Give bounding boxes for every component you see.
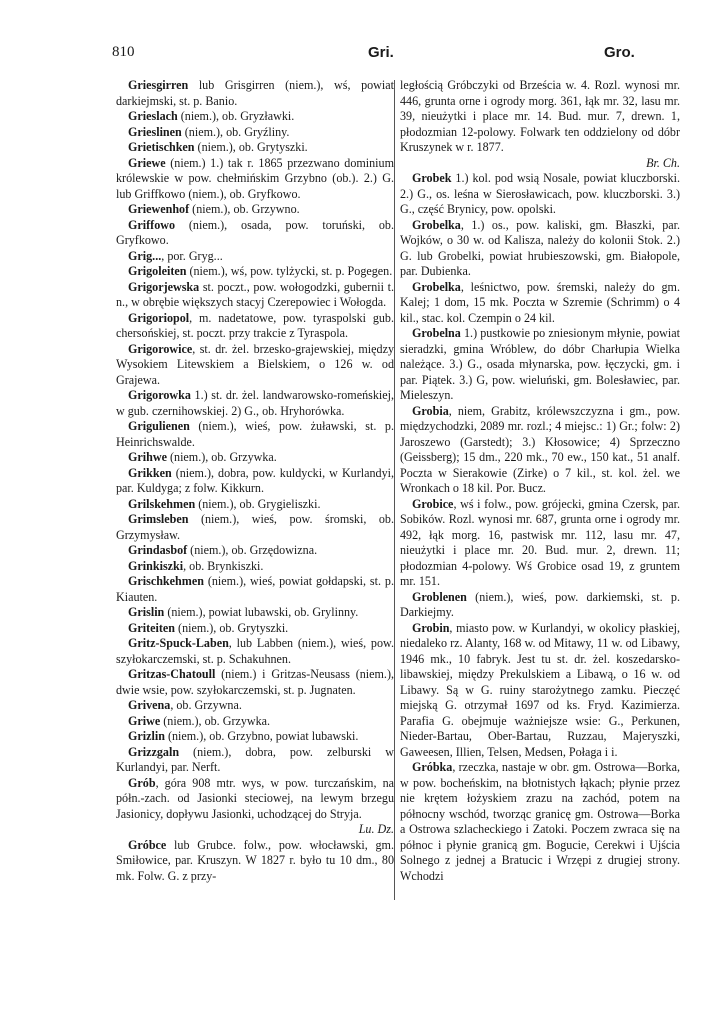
dictionary-entry bbox=[400, 218, 680, 280]
entry-text: (niem.), ob. Gryzławki. bbox=[177, 109, 295, 123]
entry-headword: Gróbce bbox=[128, 837, 167, 852]
guide-word-left: Gri. bbox=[368, 44, 394, 61]
dictionary-entry bbox=[116, 559, 394, 575]
entry-headword: Grietischken bbox=[128, 140, 195, 154]
entry-headword: Grilskehmen bbox=[128, 496, 196, 511]
entry-text: (niem.), powiat lubawski, ob. Grylinny. bbox=[164, 605, 359, 619]
dictionary-entry bbox=[116, 450, 394, 466]
author-signature: Lu. Dz. bbox=[358, 822, 394, 836]
dictionary-entry bbox=[116, 311, 394, 342]
entry-headword: Gritz-Spuck-Laben bbox=[128, 636, 229, 650]
entry-headword: Griffowo bbox=[128, 217, 176, 232]
dictionary-entry bbox=[400, 171, 680, 218]
dictionary-entry bbox=[116, 342, 394, 389]
entry-text: lub Grubce. folw., pow. włocławski, gm. Smiłowice, par. Kruszyn. W 1827 r. było tu 10 dm., 80 mk. Folw. G. z przy- bbox=[116, 837, 394, 883]
entry-text: , m. nadetatowe, pow. tyraspolski gub. chersońskiej, st. poczt. przy trakcie z Tyraspola. bbox=[116, 310, 394, 340]
entry-headword: Grobelka bbox=[412, 217, 461, 232]
entry-text: (niem.), ob. Grytyszki. bbox=[175, 620, 289, 635]
dictionary-entry bbox=[116, 667, 394, 698]
entry-text: , lub Labben (niem.), wieś, pow. szyłokarczemski, st. p. Schakuhnen. bbox=[116, 636, 394, 666]
dictionary-entry bbox=[400, 280, 680, 327]
entry-text: lub Grisgirren (niem.), wś, powiat darkiejmski, st. p. Banio. bbox=[116, 78, 394, 108]
dictionary-entry bbox=[116, 218, 394, 249]
entry-text: (niem.), dobra, pow. kuldycki, w Kurlandyi, par. Kuldyga; z folw. Kikkurn. bbox=[116, 465, 394, 495]
dictionary-entry bbox=[116, 419, 394, 450]
dictionary-entry bbox=[116, 698, 394, 714]
entry-text: (niem.), ob. Grytyszki. bbox=[194, 140, 308, 154]
dictionary-entry bbox=[116, 140, 394, 156]
entry-text: st. poczt., pow. wołogodzki, gubernii t. n., w obrębie większych stacyj Czerepowiec i Wołogda. bbox=[116, 279, 394, 309]
dictionary-entry bbox=[116, 202, 394, 218]
dictionary-entry bbox=[116, 512, 394, 543]
entry-text: , niem, Grabitz, królewszczyzna i gm., pow. międzychodzki, 2089 mr. rozl.; 4 miejsc.: 1) Gr.; folw: 2) Jaroszewo (Garstedt); 3.) Kłosowice; 4) Sprzeczno (Geissberg); 15 dm., 220 mk., 70 ew., 150 kat., 51 analf. Poczta w Sierakowie (Zirke) o 7 kil., st. kol. żel. we Wronkach o 18 kil. Por. Bucz. bbox=[400, 403, 680, 495]
entry-headword: Grobelna bbox=[412, 326, 461, 340]
dictionary-entry bbox=[116, 466, 394, 497]
dictionary-entry bbox=[116, 280, 394, 311]
dictionary-entry bbox=[400, 78, 680, 171]
entry-text: (niem.), wieś, pow. darkiemski, st. p. Darkiejmy. bbox=[400, 589, 680, 619]
entry-text: 1.) kol. pod wsią Nosale, powiat kluczborski. 2.) G., os. leśna w Sierosławicach, pow. kluczborski. 3.) G., część Brynicy, pow. opolski. bbox=[400, 171, 680, 216]
dictionary-entry bbox=[116, 605, 394, 621]
entry-text: 1.) st. dr. żel. landwarowsko-romeńskiej, w gub. czernihowskiej. 2) G., ob. Hryhorówka. bbox=[116, 388, 394, 418]
entry-headword: Grikken bbox=[128, 465, 172, 480]
entry-headword: Grobin bbox=[412, 620, 450, 635]
entry-text: , ob. Brynkiszki. bbox=[183, 558, 264, 573]
entry-headword: Grizlin bbox=[128, 729, 165, 743]
dictionary-entry bbox=[116, 125, 394, 141]
dictionary-entry bbox=[116, 388, 394, 419]
entry-headword: Grislin bbox=[128, 605, 165, 619]
dictionary-entry bbox=[400, 590, 680, 621]
dictionary-entry bbox=[400, 326, 680, 404]
entry-text: (niem.), ob. Gryźliny. bbox=[181, 124, 290, 139]
entry-headword: Grigoleiten bbox=[128, 264, 187, 278]
entry-text: (niem.), ob. Grzywka. bbox=[160, 713, 271, 728]
entry-text: , 1.) os., pow. kaliski, gm. Błaszki, par. Wojków, o 30 w. od Kalisza, należy do kolonii Stok. 2.) G. lub Grobelki, powiat hrubieszowski, gm. Białopole, par. Dubienka. bbox=[400, 217, 680, 278]
entry-text: , miasto pow. w Kurlandyi, w okolicy płaskiej, niedaleko rz. Alanty, 168 w. od Mitawy, 11 w. od Libawy, 1946 mk., 10 fabryk. Jest tu st. dr. żel. koszedarsko-libawskiej, między Prekulskiem a Libawą, o 16 w. od Libawy. Są w G. ruiny starożytnego zamku. Pieczęć miejską G. otrzymał 1697 od ks. Fryd. Kazimierza. Parafia G. obejmuje ważniejsze wsie: G., Perkunen, Nieder-Bartau, Ober-Bartau, Ruzzau, Majeryszki, Gaweesen, Illien, Telsen, Medsen, Połaga i i. bbox=[400, 620, 680, 759]
entry-headword: Grieslinen bbox=[128, 124, 182, 139]
entry-headword: Griteiten bbox=[128, 620, 176, 635]
dictionary-entry bbox=[400, 497, 680, 590]
entry-headword: Grizzgaln bbox=[128, 744, 180, 759]
entry-headword: Gróbka bbox=[412, 760, 453, 774]
entry-text: (niem.), ob. Grzywka. bbox=[166, 450, 277, 464]
entry-headword: Grivena bbox=[128, 698, 171, 712]
entry-text: , wś i folw., pow. grójecki, gmina Czersk, par. Sobików. Rozl. wynosi mr. 687, grunta orne i ogrody mr. 492, łąk morg. 16, pastwisk mr. 112, lasu mr. 47, nieużytki i place mr. 20. Bud. mur. 2, drewn. 11; płodozmian 4-polowy. Wś Grobice osad 19, z gruntem mr. 151. bbox=[400, 496, 680, 588]
entry-headword: Griewe bbox=[128, 155, 166, 170]
dictionary-entry bbox=[116, 78, 394, 109]
entry-headword: Grigorowice bbox=[128, 341, 193, 356]
entry-headword: Grigoriopol bbox=[128, 310, 190, 325]
author-signature: Br. Ch. bbox=[646, 155, 680, 170]
entry-text: (niem.), ob. Grzybno, powiat lubawski. bbox=[164, 729, 359, 743]
entry-headword: Griwe bbox=[128, 713, 161, 728]
entry-text: ległością Gróbczyki od Brześcia w. 4. Rozl. wynosi mr. 446, grunta orne i ogrody morg. 361, łąk mr. 32, lasu mr. 39, nieużytki i place mr. 14. Bud. mur. 7, drewn. 1, płodozmian 12-polowy. Folwark ten oddzielony od dóbr Kruszynek w r. 1877. bbox=[400, 78, 680, 154]
dictionary-entry bbox=[116, 729, 394, 745]
page-number: 810 bbox=[112, 44, 135, 60]
dictionary-entry bbox=[400, 404, 680, 497]
dictionary-entry bbox=[116, 264, 394, 280]
left-column bbox=[116, 78, 394, 884]
dictionary-entry bbox=[116, 497, 394, 513]
entry-text: (niem.), ob. Grygieliszki. bbox=[195, 496, 321, 511]
entry-headword: Grischkehmen bbox=[128, 574, 204, 588]
entry-headword: Groblenen bbox=[412, 589, 467, 604]
dictionary-entry bbox=[116, 636, 394, 667]
entry-headword: Grobice bbox=[412, 496, 454, 511]
dictionary-entry bbox=[116, 109, 394, 125]
entry-text: (niem.), dobra, pow. zelburski w Kurlandyi, par. Nerft. bbox=[116, 744, 394, 774]
entry-text: 1.) pustkowie po zniesionym młynie, powiat sieradzki, gmina Wróblew, do dóbr Charłupia Wielka należące. 3.) G., osada młynarska, pow. łęczycki, gm. i par. Piątek. 3.) G, pow. wieluński, gm. Bolesławiec, par. Mieleszyn. bbox=[400, 326, 680, 402]
dictionary-entry bbox=[116, 838, 394, 885]
entry-text: , ob. Grzywna. bbox=[170, 698, 242, 712]
entry-headword: Grinkiszki bbox=[128, 558, 184, 573]
entry-text: (niem.), ob. Grzywno. bbox=[189, 202, 300, 216]
entry-headword: Grimsleben bbox=[128, 512, 189, 526]
entry-headword: Grigorjewska bbox=[128, 279, 200, 294]
entry-text: , rzeczka, nastaje w obr. gm. Ostrowa—Borka, w pow. bocheńskim, na błotnistych łąkach; płynie przez nie krętem łożyskiem zrazu na zachód, potem na północny wschód, tworząc granicę gm. Ostrowa—Borka a Ostrowa szlacheckiego i Zatoki. Poczem zwraca się na północ i płynie granicą gm. Bogucie, Cerekwi i Ujścia Solnego z jednej a Bratucic i Wrzępi z drugiej strony. Wchodzi bbox=[400, 760, 680, 883]
dictionary-entry bbox=[116, 543, 394, 559]
dictionary-entry bbox=[116, 574, 394, 605]
entry-headword: Grindasbof bbox=[128, 543, 188, 557]
entry-text: (niem.), wieś, powiat gołdapski, st. p. Kiauten. bbox=[116, 574, 394, 604]
dictionary-entry bbox=[116, 156, 394, 203]
entry-text: (niem.), ob. Grzędowizna. bbox=[187, 543, 318, 557]
dictionary-entry bbox=[116, 621, 394, 637]
column-divider bbox=[394, 80, 395, 900]
entry-headword: Grobek bbox=[412, 171, 452, 185]
entry-headword: Grig... bbox=[128, 248, 162, 263]
right-column bbox=[400, 78, 680, 884]
entry-text: , st. dr. żel. brzesko-grajewskiej, między Wysokiem Litewskiem a Bielskiem, o 126 w. od Grajewa. bbox=[116, 341, 394, 387]
entry-headword: Grihwe bbox=[128, 450, 167, 464]
entry-headword: Grieslach bbox=[128, 109, 178, 123]
dictionary-entry bbox=[116, 249, 394, 265]
entry-text: , leśnictwo, pow. śremski, należy do gm. Kalej; 1 dom, 15 mk. Poczta w Szremie (Schrimm) o 4 kil., stac. kol. Czempin o 24 kil. bbox=[400, 279, 680, 325]
entry-headword: Grigorowka bbox=[128, 388, 191, 402]
entry-headword: Griesgirren bbox=[128, 78, 189, 92]
dictionary-entry bbox=[400, 760, 680, 884]
guide-word-right: Gro. bbox=[604, 44, 635, 61]
entry-text: (niem.), wieś, pow. żuławski, st. p. Heinrichswalde. bbox=[116, 419, 394, 449]
entry-headword: Grobelka bbox=[412, 279, 461, 294]
entry-text: (niem.), wieś, pow. śromski, ob. Grzymysław. bbox=[116, 512, 394, 542]
entry-text: (niem.), osada, pow. toruński, ob. Gryfkowo. bbox=[116, 217, 394, 247]
entry-headword: Gritzas-Chatoull bbox=[128, 667, 216, 681]
dictionary-entry bbox=[400, 621, 680, 761]
entry-text: , góra 908 mtr. wys, w pow. turczańskim, na półn.-zach. od Jasionki steciowej, na lewym brzegu Jasionicy, dopływu Jasionki, uchodzącej do Stryja. bbox=[116, 775, 394, 821]
entry-text: (niem.) 1.) tak r. 1865 przezwano dominium królewskie w pow. chełmińskim Grzybno (ob.). 2.) G. lub Griffkowo (niem.), ob. Gryfkowo. bbox=[116, 155, 394, 201]
entry-headword: Grób bbox=[128, 775, 156, 790]
dictionary-entry bbox=[116, 714, 394, 730]
entry-headword: Griewenhof bbox=[128, 202, 190, 216]
entry-text: (niem.), wś, pow. tylżycki, st. p. Pogegen. bbox=[186, 264, 393, 278]
dictionary-entry bbox=[116, 776, 394, 838]
entry-headword: Grigulienen bbox=[128, 419, 190, 433]
page-header bbox=[112, 44, 672, 68]
entry-headword: Grobia bbox=[412, 403, 449, 418]
entry-text: (niem.) i Gritzas-Neusass (niem.), dwie wsie, pow. szyłokarczemski, st. p. Jugnaten. bbox=[116, 667, 394, 697]
entry-text: , por. Gryg... bbox=[161, 248, 223, 263]
dictionary-entry bbox=[116, 745, 394, 776]
